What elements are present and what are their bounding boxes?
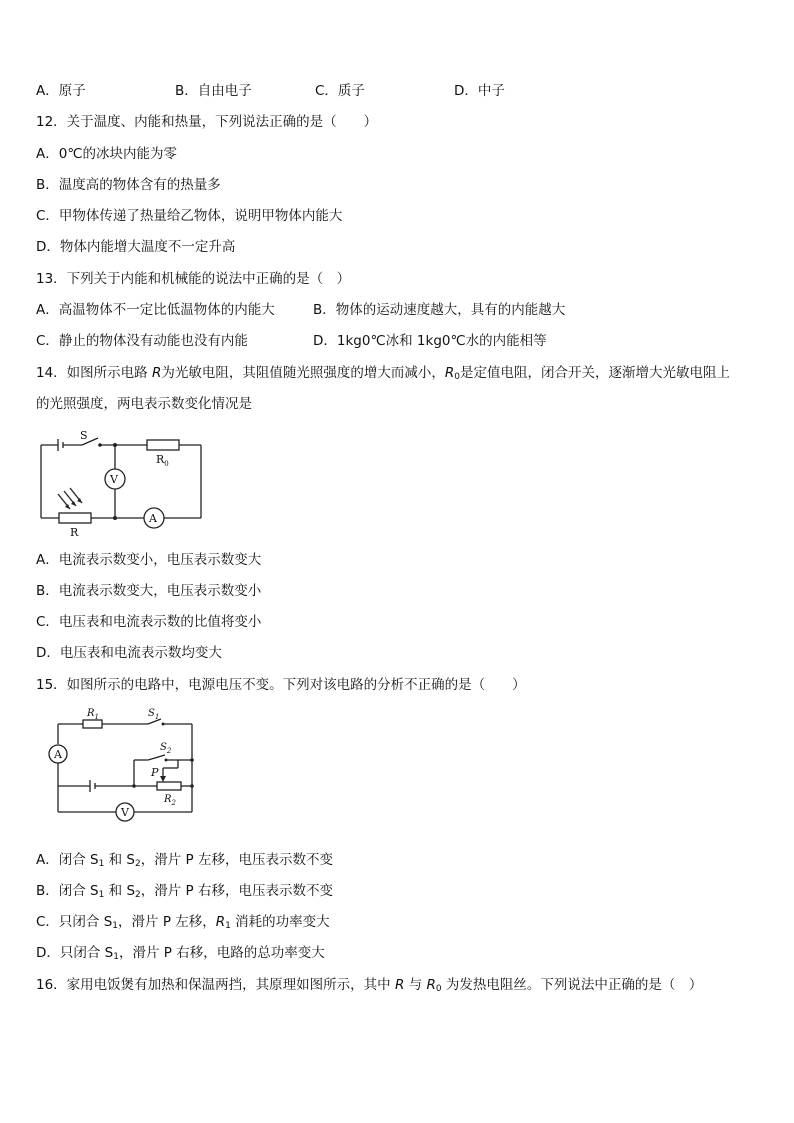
- q15-s2-label: $S_2$: [160, 742, 172, 755]
- q11-option-b: B．自由电子: [175, 83, 252, 99]
- q11-option-c: C．质子: [315, 83, 365, 99]
- q15-r1-label: $R_1$: [87, 708, 99, 721]
- q16-stem: 16．家用电饭煲有加热和保温两挡，其原理如图所示，其中 R 与 $R_0$ 为发热电阻丝。下列说法中正确的是（ ）: [36, 977, 703, 994]
- q14-r-label: R: [70, 526, 79, 539]
- q13-option-c: C．静止的物体没有动能也没有内能: [36, 333, 248, 349]
- q12-option-a: A．0℃的冰块内能为零: [36, 146, 177, 162]
- q14-voltmeter-label: V: [110, 473, 118, 486]
- q15-s1-label: $S_1$: [148, 708, 160, 721]
- q14-stem-line2: 的光照强度，两电表示数变化情况是: [36, 396, 252, 412]
- q11-option-d: D．中子: [454, 83, 505, 99]
- q13-option-a: A．高温物体不一定比低温物体的内能大: [36, 302, 275, 318]
- q12-option-d: D．物体内能增大温度不一定升高: [36, 239, 236, 255]
- q12-option-b: B．温度高的物体含有的热量多: [36, 177, 221, 193]
- q15-option-b: B．闭合 $S_1$ 和 $S_2$，滑片 P 右移，电压表示数不变: [36, 883, 333, 900]
- q15-option-a: A．闭合 $S_1$ 和 $S_2$，滑片 P 左移，电压表示数不变: [36, 852, 333, 869]
- q13-option-b: B．物体的运动速度越大，具有的内能越大: [313, 302, 566, 318]
- q14-stem-line1: 14．如图所示电路 R为光敏电阻，其阻值随光照强度的增大而减小，$R_0$是定值电阻，闭合开关，逐渐增大光敏电阻上: [36, 365, 730, 382]
- q13-option-d: D．1kg0℃冰和 1kg0℃水的内能相等: [313, 333, 547, 349]
- q14-option-a: A．电流表示数变小，电压表示数变大: [36, 552, 262, 568]
- q15-voltmeter-label: V: [121, 806, 129, 819]
- q11-option-a: A．原子: [36, 83, 86, 99]
- q15-r2-label: $R_2$: [164, 794, 176, 807]
- q14-option-b: B．电流表示数变大，电压表示数变小: [36, 583, 262, 599]
- q14-r0-label: $R_0$: [156, 453, 169, 468]
- q15-ammeter-label: A: [54, 748, 62, 761]
- q11-options: [36, 82, 556, 100]
- q14-switch-label: S: [80, 429, 88, 442]
- q14-option-c: C．电压表和电流表示数的比值将变小: [36, 614, 262, 630]
- q13-stem: 13．下列关于内能和机械能的说法中正确的是（ ）: [36, 271, 351, 287]
- q15-stem: 15．如图所示的电路中，电源电压不变。下列对该电路的分析不正确的是（ ）: [36, 677, 526, 693]
- q14-ammeter-label: A: [149, 512, 157, 525]
- q12-option-c: C．甲物体传递了热量给乙物体，说明甲物体内能大: [36, 208, 343, 224]
- q12-stem: 12．关于温度、内能和热量，下列说法正确的是（ ）: [36, 114, 378, 130]
- q14-option-d: D．电压表和电流表示数均变大: [36, 645, 222, 661]
- q15-option-c: C．只闭合 $S_1$，滑片 P 左移，$R_1$ 消耗的功率变大: [36, 914, 330, 931]
- q15-option-d: D．只闭合 $S_1$，滑片 P 右移，电路的总功率变大: [36, 945, 325, 962]
- q15-circuit-diagram: [45, 704, 205, 829]
- q15-p-label: P: [151, 766, 159, 779]
- q14-circuit-diagram: [36, 428, 211, 540]
